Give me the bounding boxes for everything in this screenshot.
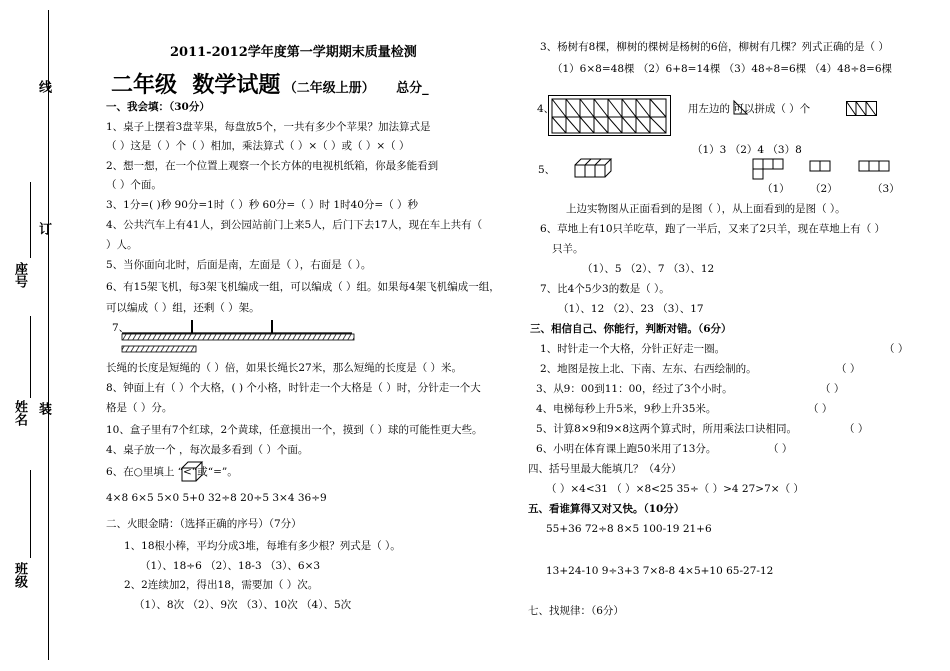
margin-label-xian: 线 (36, 80, 51, 93)
q4-bus-line-1: 4、公共汽车上有41人，到公园站前门上来5人，后门下去17人，现在车上共有（ (106, 219, 483, 231)
q4-bus-line-2: ）人。 (106, 239, 138, 251)
s2-q2-options: （1）、8次 （2）、9次 （3）、10次 （4）、5次 (134, 599, 352, 611)
triangle-grid-figure (548, 95, 672, 137)
judge-1-paren: （ ） (884, 343, 909, 355)
margin-label-ding: 订 (36, 222, 51, 235)
q2-line-2: （ ）个面。 (106, 179, 162, 191)
s2-q6-cont: 只羊。 (552, 243, 584, 255)
binding-margin (0, 0, 60, 671)
cube-icon (181, 461, 205, 483)
judge-2-paren: （ ） (836, 363, 861, 375)
name-label: 姓名 (12, 400, 27, 426)
q10-balls: 10、盒子里有7个红球，2个黄球，任意摸出一个，摸到（ ）球的可能性更大些。 (106, 424, 483, 436)
seat-fill-line (30, 182, 31, 258)
q1-line-1: 1、桌子上摆着3盘苹果，每盘放5个，一共有多少个苹果？加法算式是 (106, 121, 431, 133)
s2-q3: 3、杨树有8棵，柳树的棵树是杨树的6倍，柳树有几棵？列式正确的是（ ） (540, 41, 889, 53)
s2-q7: 7、比4个5少3的数是（ ）。 (540, 283, 670, 295)
view-option-2 (809, 160, 849, 176)
judge-5: 5、计算8×9和9×8这两个算式时，所用乘法口诀相同。 (536, 423, 797, 435)
parallelogram-icon (846, 101, 878, 117)
view-option-label-2: （2） (810, 183, 838, 195)
calc-row-1: 55+36 72÷8 8×5 100-19 21+6 (546, 523, 712, 535)
judge-4-paren: （ ） (808, 403, 833, 415)
class-fill-line (30, 470, 31, 558)
name-fill-line (30, 316, 31, 398)
margin-label-zhuang: 装 (36, 402, 51, 415)
s2-q4-number: 4、 (537, 103, 555, 115)
view-option-1 (752, 158, 792, 184)
s2-q7-options: （1）、12 （2）、23 （3）、17 (558, 303, 704, 315)
exam-title: 2011-2012学年度第一学期期末质量检测 (170, 45, 417, 60)
q7-number: 7、 (112, 322, 130, 334)
section-4-heading: 四、括号里最大能填几？（4分） (528, 463, 682, 475)
s2-q1: 1、18根小棒，平均分成3堆，每堆有多少根？列式是（ ）。 (124, 540, 401, 552)
total-score-label: 总分_ (396, 81, 429, 96)
q6-planes-line-2: 可以编成（ ）组，还剩（ ）架。 (106, 302, 260, 314)
stacked-cubes-figure (574, 158, 614, 180)
q2-line-1: 2、想一想，在一个位置上观察一个长方体的电视机纸箱，你最多能看到 (106, 160, 439, 172)
s2-q5-number: 5、 (538, 164, 556, 176)
binding-line (48, 10, 49, 660)
section-1-heading: 一、我会填：（30分） (106, 101, 210, 113)
q6-compare-instruction: 6、在○里填上 “<”或“=”。 (106, 466, 238, 478)
seat-label: 座号 (12, 262, 27, 288)
grade-label: 二年级 (111, 73, 178, 98)
section-3-heading: 三、相信自己、你能行，判断对错。（6分） (530, 323, 732, 335)
section-5-heading: 五、看谁算得又对又快。（10分） (528, 503, 685, 515)
q3-time-conversion: 3、1分=( )秒 90分=1时（ ）秒 60分=（ ）时 1时40分=（ ）秒 (106, 199, 419, 211)
s2-q4-options: （1）3 （2）4 （3）8 (692, 144, 802, 156)
s2-q5-text: 上边实物图从正面看到的是图（ ），从上面看到的是图（ ）。 (566, 203, 846, 215)
judge-1: 1、时针走一个大格，分针正好走一圈。 (540, 343, 726, 355)
judge-2: 2、地图是按上北、下南、左东、右西绘制的。 (540, 363, 757, 375)
rope-diagram (120, 318, 360, 358)
compare-row (106, 491, 327, 505)
judge-5-paren: （ ） (844, 423, 869, 435)
section-7-heading: 七、找规律：（6分） (528, 605, 624, 617)
judge-6-paren: （ ） (768, 443, 793, 455)
s2-q3-options: （1）6×8=48棵 （2）6+8=14棵 （3）48÷8=6棵 （4）48÷8=6棵 (552, 63, 893, 75)
short-rope (122, 346, 196, 352)
q6-planes-line-1: 6、有15架飞机，每3架飞机编成一组，可以编成（ ）组。如果每4架飞机编成一组， (106, 281, 500, 293)
q8-clock-line-1: 8、钟面上有（ ）个大格，( ) 个小格，时针走一个大格是（ ）时，分针走一个大 (106, 382, 481, 394)
view-option-3 (858, 160, 898, 176)
s2-q4-text: 用左边的 可以拼成（ ）个 (688, 103, 811, 115)
section-2-heading: 二、火眼金睛：（选择正确的序号）（7分） (106, 518, 302, 530)
s2-q2: 2、2连续加2，得出18，需要加（ ）次。 (124, 579, 319, 591)
long-rope (122, 334, 354, 340)
compare-expressions: 4×8 6×5 5×0 5+0 32÷8 20÷5 3×4 36÷9 (106, 492, 327, 504)
volume-label: （二年级上册） (283, 81, 375, 96)
judge-3-paren: （ ） (820, 383, 845, 395)
view-option-label-3: （3） (872, 183, 900, 195)
s2-q1-options: （1）、18÷6 （2）、18-3 （3）、6×3 (140, 560, 321, 572)
s2-q6: 6、草地上有10只羊吃草，跑了一半后，又来了2只羊，现在草地上有（ ） (540, 223, 886, 235)
judge-3: 3、从9：00到11：00，经过了3个小时。 (536, 383, 733, 395)
judge-6: 6、小明在体育课上跑50米用了13分。 (536, 443, 717, 455)
q8-clock-line-2: 格是（ ）分。 (106, 402, 173, 414)
class-label: 班级 (12, 562, 27, 588)
calc-row-2: 13+24-10 9÷3+3 7×8-8 4×5+10 65-27-12 (546, 565, 774, 577)
q7-rope-question: 长绳的长度是短绳的（ ）倍，如果长绳长27米，那么短绳的长度是（ ）米。 (106, 362, 463, 374)
section-4-questions: （ ）×4<31 （ ）×8<25 35÷（ ）>4 27>7×（ ） (546, 483, 804, 495)
q4-table-faces: 4、桌子放一个 ，每次最多看到（ ）个面。 (106, 444, 309, 456)
judge-4: 4、电梯每秒上升5米，9秒上升35米。 (536, 403, 717, 415)
s2-q6-options: （1）、5 （2）、7 （3）、12 (582, 263, 715, 275)
view-option-label-1: （1） (762, 183, 790, 195)
subject-label: 数学试题 (192, 73, 281, 98)
exam-heading (111, 72, 429, 103)
q1-line-2: （ ）这是（ ）个（ ）相加，乘法算式（ ）×（ ）或（ ）×（ ） (106, 140, 410, 152)
q5-direction: 5、当你面向北时，后面是南，左面是（ ），右面是（ ）。 (106, 259, 372, 271)
small-triangle-icon (733, 100, 749, 116)
